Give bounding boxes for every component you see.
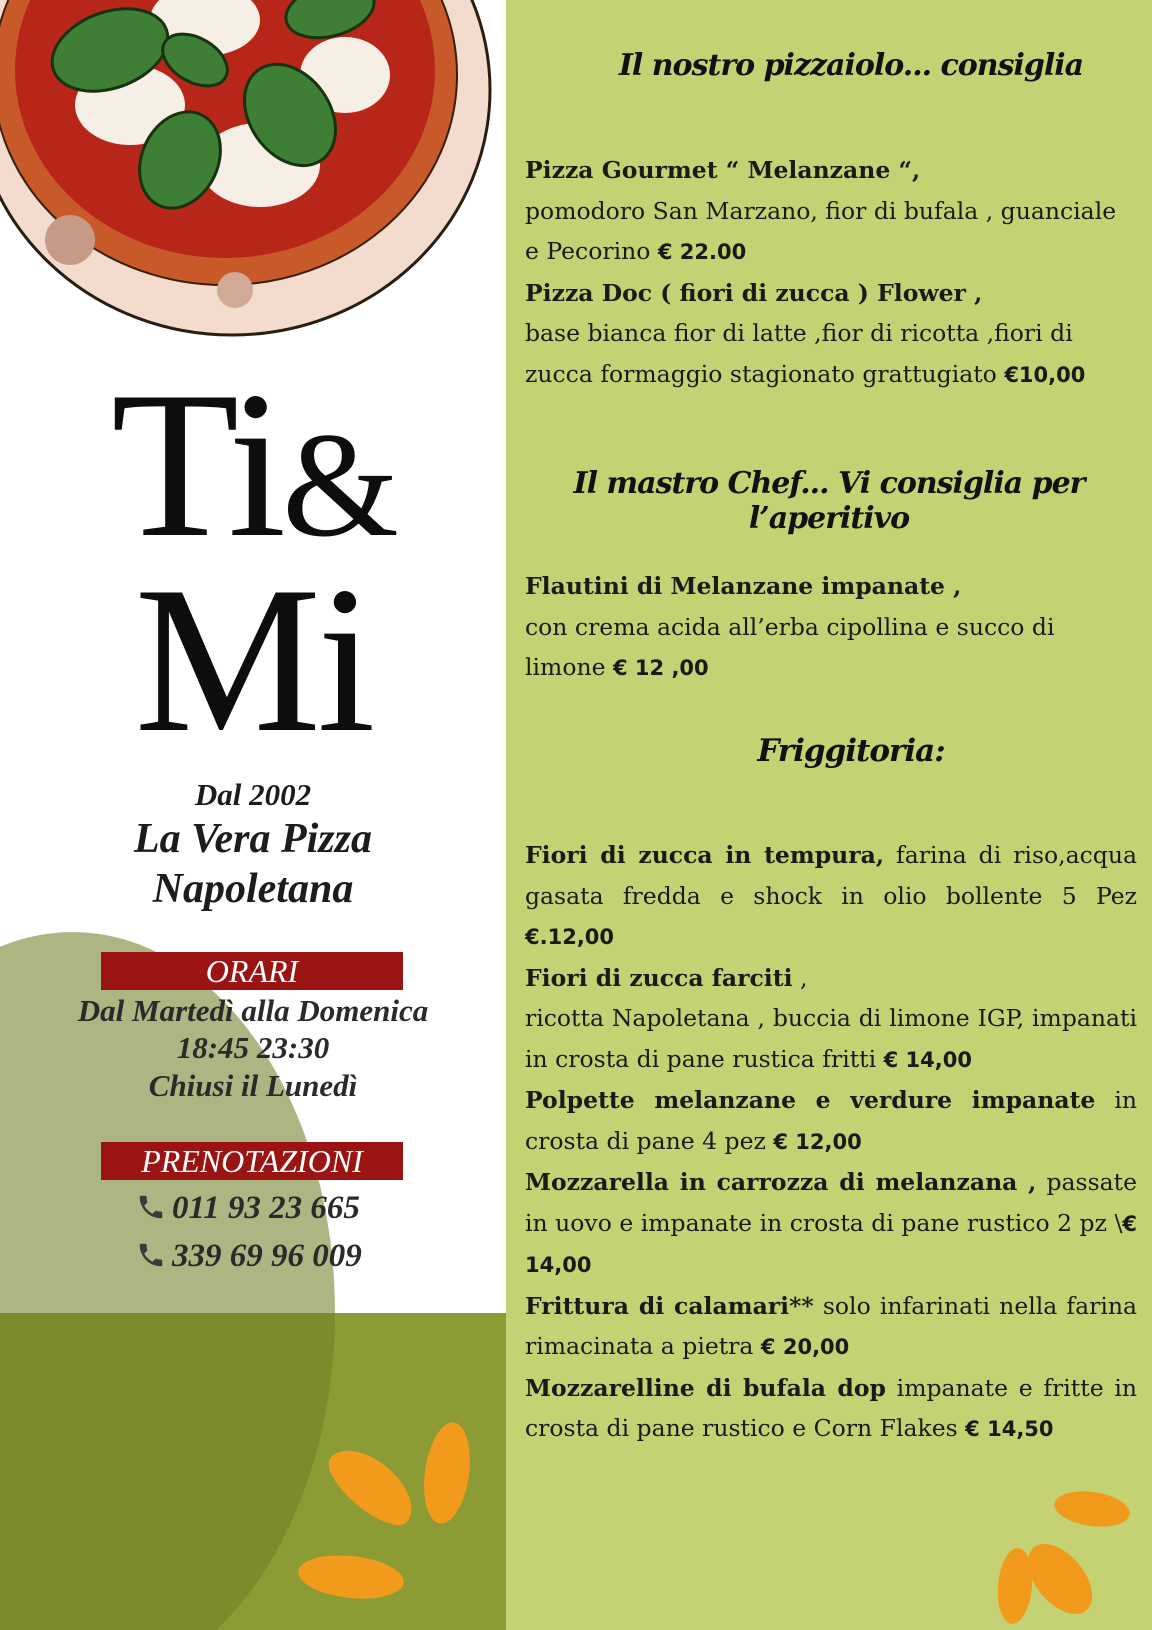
phone-icon: [136, 1240, 166, 1270]
section-heading-friggitoria: Friggitoria:: [757, 733, 945, 769]
pizza-illustration: [0, 0, 500, 360]
list-item-name: Fiori di zucca farciti ,: [525, 963, 808, 992]
menu-item-price: € 12,00: [773, 1129, 862, 1154]
hours-time: 18:45 23:30: [176, 1030, 330, 1065]
menu-item-price: € 14,00: [525, 1211, 1137, 1277]
phone-number-1[interactable]: [136, 1190, 360, 1227]
menu-item-price: €10,00: [1004, 362, 1086, 387]
menu-item-desc: pomodoro San Marzano, fior di bufala , guanciale e Pecorino € 22.00: [525, 196, 1117, 265]
friggitoria-list: [525, 835, 1137, 1450]
menu-item-price: € 14,00: [883, 1047, 972, 1072]
pizzaiolo-list: [525, 150, 1137, 395]
hours-closed: Chiusi il Lunedì: [148, 1068, 358, 1103]
section-heading-pizzaiolo: Il nostro pizzaiolo... consiglia: [618, 48, 1084, 83]
hours-label: ORARI: [101, 952, 403, 990]
section-heading-chef: Il mastro Chef... Vi consiglia per l’aperitivo: [573, 466, 1085, 536]
reservations-label: PRENOTAZIONI: [101, 1142, 403, 1180]
menu-item-name: Pizza Doc ( fiori di zucca ) Flower ,: [525, 278, 983, 307]
chef-list: [525, 566, 1137, 689]
list-item: Fiori di zucca in tempura, farina di riso,acqua gasata fredda e shock in olio bollente 5 Pez €.12,00: [525, 841, 1137, 949]
menu-item-name: Flautini di Melanzane impanate ,: [525, 572, 962, 600]
phone-number-2[interactable]: [136, 1238, 362, 1275]
tagline-line2: Napoletana: [152, 866, 354, 912]
menu-item-price: € 14,50: [965, 1417, 1054, 1441]
phone-icon: [136, 1192, 166, 1222]
brand-panel: [0, 0, 506, 1630]
menu-item-desc: con crema acida all’erba cipollina e succo di limone € 12 ,00: [525, 612, 1055, 681]
menu-item-price: € 12 ,00: [613, 656, 709, 680]
orange-petal-decoration: [1052, 1487, 1132, 1531]
list-item: ricotta Napoletana , buccia di limone IGP, impanati in crosta di pane rustica fritti € 14,00: [525, 1004, 1137, 1073]
list-item: Polpette melanzane e verdure impanate in crosta di pane 4 pez € 12,00: [525, 1086, 1137, 1155]
logo-mi: Mi: [134, 544, 372, 776]
menu-item-price: €.12,00: [525, 925, 615, 949]
menu-item-name: Pizza Gourmet “ Melanzane “,: [525, 156, 921, 184]
list-item: Mozzarella in carrozza di melanzana , passate in uovo e impanate in crosta di pane rustico 2 pz \€ 14,00: [525, 1168, 1137, 1277]
menu-item-price: € 22.00: [657, 240, 747, 264]
menu-item-price: € 20,00: [760, 1335, 850, 1359]
menu-item-desc: base bianca fior di latte ,fior di ricotta ,fiori di zucca formaggio stagionato grattugiato €10,00: [525, 319, 1086, 388]
phone-text-2: 339 69 96 009: [172, 1238, 362, 1274]
logo-ampersand: &: [282, 402, 395, 568]
tagline-line1: La Vera Pizza: [133, 816, 372, 862]
list-item: Mozzarelline di bufala dop impanate e fritte in crosta di pane rustico e Corn Flakes € 14,50: [525, 1373, 1137, 1442]
phone-text-1: 011 93 23 665: [172, 1190, 360, 1226]
logo-ti: Ti&: [111, 349, 395, 581]
menu-panel: [506, 0, 1152, 1630]
since-year: Dal 2002: [194, 777, 312, 812]
hours-days: Dal Martedì alla Domenica: [77, 993, 429, 1028]
list-item: Frittura di calamari** solo infarinati nella farina rimacinata a pietra € 20,00: [525, 1291, 1138, 1360]
